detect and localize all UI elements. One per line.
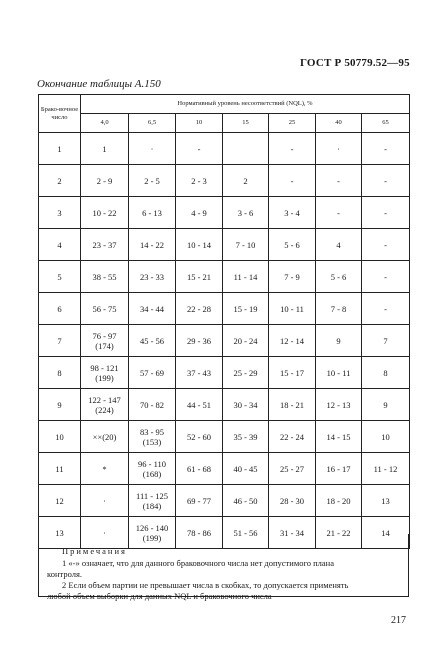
table-row xyxy=(39,421,410,453)
rejection-number-cell: 1 xyxy=(39,133,81,165)
sample-size-cell xyxy=(81,165,129,197)
sample-size-range: 6 - 13 xyxy=(142,207,162,218)
sample-size-range: - xyxy=(337,175,340,186)
sample-size-range: 20 - 24 xyxy=(233,335,258,346)
sample-size-cell xyxy=(223,389,269,421)
sample-size-range: 10 - 14 xyxy=(186,239,212,250)
sample-size-range: 10 - 22 xyxy=(92,207,117,218)
lot-size-limit: (168) xyxy=(142,468,162,479)
sample-size-range: 12 - 13 xyxy=(326,399,351,410)
sample-size-cell xyxy=(81,229,129,261)
sample-size-cell xyxy=(81,261,129,293)
sample-size-cell xyxy=(176,453,223,485)
sample-size-range: 2 - 5 xyxy=(144,175,160,186)
sample-size-range: 96 - 110 xyxy=(137,458,166,469)
table-row xyxy=(39,133,410,165)
sample-size-range: 14 - 15 xyxy=(326,431,351,442)
rejection-number-cell: 6 xyxy=(39,293,81,325)
sample-size-cell xyxy=(176,133,223,165)
sample-size-cell xyxy=(269,357,316,389)
sample-size-range: 57 - 69 xyxy=(139,367,165,378)
nql-column-header: 25 xyxy=(269,114,316,133)
sample-size-cell xyxy=(269,485,316,517)
sample-size-range: 15 - 21 xyxy=(186,271,212,282)
lot-size-limit: (184) xyxy=(142,500,162,511)
sample-size-cell xyxy=(176,485,223,517)
sample-size-cell xyxy=(176,165,223,197)
sample-size-cell xyxy=(223,197,269,229)
sample-size-range: 122 - 147 xyxy=(88,394,121,405)
sample-size-range: 44 - 51 xyxy=(186,399,212,410)
sample-size-range: 23 - 37 xyxy=(92,239,117,250)
sample-size-range: 28 - 30 xyxy=(279,495,305,506)
sample-size-range: - xyxy=(384,143,387,154)
sample-size-range: 14 - 22 xyxy=(139,239,165,250)
sample-size-range: 5 - 6 xyxy=(330,271,347,282)
sample-size-range: 38 - 55 xyxy=(92,271,117,282)
sample-size-cell xyxy=(269,325,316,357)
sample-size-cell xyxy=(223,133,269,165)
sample-size-cell xyxy=(362,293,410,325)
sample-size-range: 4 xyxy=(336,239,341,250)
sample-size-range: - xyxy=(384,271,387,282)
sample-size-range: 10 - 11 xyxy=(280,303,304,314)
sample-size-cell xyxy=(362,357,410,389)
sample-size-range: - xyxy=(384,239,387,250)
sample-size-cell xyxy=(176,421,223,453)
nql-column-header: 6,5 xyxy=(129,114,176,133)
sample-size-cell xyxy=(269,453,316,485)
sample-size-range: 56 - 75 xyxy=(92,303,117,314)
sample-size-cell xyxy=(269,261,316,293)
sample-size-range: 10 xyxy=(381,431,390,442)
sample-size-range: 69 - 77 xyxy=(186,495,212,506)
note-1-line-1: 1 «-» означает, что для данного браковочного числа нет допустимого плана xyxy=(62,558,334,568)
sample-size-range: 7 - 9 xyxy=(284,271,300,282)
nql-column-header: 4,0 xyxy=(81,114,129,133)
standard-code: ГОСТ Р 50779.52—95 xyxy=(300,57,410,69)
table-row xyxy=(39,325,410,357)
sample-size-range: 2 - 9 xyxy=(96,175,113,186)
sample-size-range: ××(20) xyxy=(92,431,117,442)
sample-size-cell xyxy=(316,389,362,421)
sample-size-range: 45 - 56 xyxy=(139,335,165,346)
sample-size-range: - xyxy=(384,175,387,186)
sample-size-cell xyxy=(176,325,223,357)
sample-size-cell xyxy=(176,389,223,421)
sample-size-cell xyxy=(129,357,176,389)
sample-size-range: 18 - 21 xyxy=(279,399,305,410)
sample-size-range: - xyxy=(337,207,340,218)
sample-size-cell xyxy=(223,485,269,517)
sample-size-cell xyxy=(223,325,269,357)
sample-size-range: 83 - 95 xyxy=(139,426,165,437)
nql-column-header: 40 xyxy=(316,114,362,133)
table-caption: Окончание таблицы А.150 xyxy=(37,78,161,90)
sample-size-range: 22 - 28 xyxy=(186,303,212,314)
rejection-number-cell: 9 xyxy=(39,389,81,421)
sample-size-cell xyxy=(269,229,316,261)
sample-size-cell xyxy=(316,453,362,485)
acceptance-table xyxy=(38,94,410,549)
sample-size-cell xyxy=(223,421,269,453)
sample-size-range: 15 - 19 xyxy=(233,303,258,314)
table-row xyxy=(39,229,410,261)
sample-size-range: 29 - 36 xyxy=(186,335,212,346)
sample-size-cell xyxy=(81,325,129,357)
table-row xyxy=(39,165,410,197)
sample-size-cell xyxy=(81,357,129,389)
sample-size-cell xyxy=(362,453,410,485)
sample-size-cell xyxy=(176,261,223,293)
sample-size-cell xyxy=(176,197,223,229)
sample-size-range: 1 xyxy=(102,143,107,154)
sample-size-range: 16 - 17 xyxy=(326,463,351,474)
sample-size-cell xyxy=(316,485,362,517)
rejection-number-cell: 11 xyxy=(39,453,81,485)
sample-size-cell xyxy=(81,197,129,229)
sample-size-range: 98 - 121 xyxy=(90,362,119,373)
sample-size-cell xyxy=(129,197,176,229)
sample-size-cell xyxy=(269,197,316,229)
sample-size-cell xyxy=(129,133,176,165)
page-number: 217 xyxy=(391,615,406,626)
sample-size-cell xyxy=(81,389,129,421)
nql-column-header: 15 xyxy=(223,114,269,133)
sample-size-range: 23 - 33 xyxy=(139,271,165,282)
sample-size-cell xyxy=(316,293,362,325)
sample-size-cell xyxy=(316,261,362,293)
sample-size-range: - xyxy=(384,303,387,314)
sample-size-cell xyxy=(129,325,176,357)
sample-size-cell xyxy=(362,229,410,261)
note-1-line-2: контроля. xyxy=(47,569,82,579)
table-row xyxy=(39,389,410,421)
rejection-number-cell: 12 xyxy=(39,485,81,517)
note-2 xyxy=(47,580,402,602)
sample-size-range: 30 - 34 xyxy=(233,399,258,410)
sample-size-range: 40 - 45 xyxy=(233,463,258,474)
rejection-number-header: Брако-вочное число xyxy=(39,95,81,133)
sample-size-cell xyxy=(129,421,176,453)
sample-size-range: 18 - 20 xyxy=(326,495,351,506)
sample-size-cell xyxy=(176,357,223,389)
sample-size-range: 3 - 6 xyxy=(237,207,254,218)
sample-size-range: 14 xyxy=(381,527,390,538)
rejection-number-cell: 8 xyxy=(39,357,81,389)
sample-size-range: 10 - 11 xyxy=(326,367,351,378)
table-row xyxy=(39,261,410,293)
sample-size-range: 37 - 43 xyxy=(186,367,212,378)
sample-size-range: 7 - 10 xyxy=(235,239,256,250)
sample-size-range: 7 - 8 xyxy=(330,303,347,314)
table-row xyxy=(39,293,410,325)
sample-size-range: 25 - 27 xyxy=(279,463,305,474)
sample-size-range: - xyxy=(197,143,201,154)
sample-size-range: 8 xyxy=(383,367,388,378)
sample-size-range: 61 - 68 xyxy=(186,463,212,474)
sample-size-cell xyxy=(362,389,410,421)
sample-size-range: 2 - 3 xyxy=(191,175,207,186)
sample-size-cell xyxy=(81,453,129,485)
table-row xyxy=(39,357,410,389)
table-row xyxy=(39,197,410,229)
lot-size-limit: (199) xyxy=(95,372,114,383)
sample-size-range: 9 xyxy=(383,399,388,410)
sample-size-range: * xyxy=(102,463,107,474)
sample-size-range: - xyxy=(384,207,387,218)
sample-size-cell xyxy=(316,325,362,357)
sample-size-cell xyxy=(269,133,316,165)
nql-group-header: Нормативный уровень несоответствий (NQL), % xyxy=(81,95,410,114)
sample-size-range: 7 xyxy=(383,335,388,346)
sample-size-cell xyxy=(316,165,362,197)
sample-size-range: 46 - 50 xyxy=(233,495,258,506)
sample-size-cell xyxy=(316,197,362,229)
rejection-number-cell: 5 xyxy=(39,261,81,293)
sample-size-cell xyxy=(223,261,269,293)
sample-size-range: 111 - 125 xyxy=(136,490,168,501)
sample-size-range: 51 - 56 xyxy=(233,527,258,538)
rejection-number-cell: 7 xyxy=(39,325,81,357)
sample-size-cell xyxy=(176,229,223,261)
sample-size-cell xyxy=(269,165,316,197)
lot-size-limit: (199) xyxy=(142,532,162,543)
sample-size-range: 34 - 44 xyxy=(139,303,165,314)
sample-size-cell xyxy=(362,197,410,229)
sample-size-range: 13 xyxy=(381,495,390,506)
sample-size-cell xyxy=(129,293,176,325)
sample-size-range: · xyxy=(103,527,106,538)
sample-size-cell xyxy=(362,325,410,357)
sample-size-cell xyxy=(362,261,410,293)
sample-size-range: 15 - 17 xyxy=(279,367,305,378)
sample-size-range: 78 - 86 xyxy=(186,527,212,538)
sample-size-range: 70 - 82 xyxy=(139,399,165,410)
sample-size-cell xyxy=(269,421,316,453)
sample-size-cell xyxy=(223,453,269,485)
sample-size-range: 21 - 22 xyxy=(326,527,351,538)
sample-size-cell xyxy=(316,229,362,261)
sample-size-cell xyxy=(362,421,410,453)
sample-size-range: 52 - 60 xyxy=(186,431,212,442)
note-2-line-2: любой объем выборки для данных NQL и браковочного числа xyxy=(47,591,272,601)
note-2-line-1: 2 Если объем партии не превышает числа в скобках, то допускается применять xyxy=(62,580,349,590)
sample-size-cell xyxy=(223,165,269,197)
notes-title: Примечания xyxy=(62,546,127,556)
lot-size-limit: (174) xyxy=(95,340,114,351)
sample-size-cell xyxy=(362,165,410,197)
sample-size-cell xyxy=(223,229,269,261)
sample-size-range: 22 - 24 xyxy=(279,431,305,442)
sample-size-cell xyxy=(269,389,316,421)
sample-size-range: · xyxy=(150,143,154,154)
lot-size-limit: (224) xyxy=(95,404,114,415)
rejection-number-cell: 2 xyxy=(39,165,81,197)
sample-size-cell xyxy=(316,421,362,453)
sample-size-range: 5 - 6 xyxy=(284,239,300,250)
sample-size-range: - xyxy=(290,175,294,186)
sample-size-cell xyxy=(223,293,269,325)
rejection-number-cell: 4 xyxy=(39,229,81,261)
table-row xyxy=(39,485,410,517)
sample-size-range: 76 - 97 xyxy=(92,330,117,341)
sample-size-cell xyxy=(81,133,129,165)
table-row xyxy=(39,453,410,485)
sample-size-cell xyxy=(129,261,176,293)
nql-column-header: 65 xyxy=(362,114,410,133)
sample-size-cell xyxy=(129,485,176,517)
sample-size-cell xyxy=(129,165,176,197)
sample-size-range: 12 - 14 xyxy=(279,335,305,346)
sample-size-cell xyxy=(316,133,362,165)
rejection-number-cell: 3 xyxy=(39,197,81,229)
sample-size-cell xyxy=(81,421,129,453)
sample-size-cell xyxy=(176,293,223,325)
nql-column-header: 10 xyxy=(176,114,223,133)
sample-size-cell xyxy=(223,357,269,389)
rejection-number-cell: 10 xyxy=(39,421,81,453)
sample-size-cell xyxy=(129,453,176,485)
sample-size-cell xyxy=(269,293,316,325)
sample-size-cell xyxy=(81,293,129,325)
rejection-number-cell: 13 xyxy=(39,517,81,549)
sample-size-cell xyxy=(129,389,176,421)
sample-size-cell xyxy=(129,229,176,261)
sample-size-range: 11 - 12 xyxy=(373,463,398,474)
sample-size-cell xyxy=(81,485,129,517)
sample-size-range: 25 - 29 xyxy=(233,367,258,378)
sample-size-range: · xyxy=(337,143,340,154)
sample-size-range: 35 - 39 xyxy=(233,431,258,442)
sample-size-cell xyxy=(362,133,410,165)
sample-size-range: 126 - 140 xyxy=(135,522,169,533)
sample-size-range: 4 - 9 xyxy=(191,207,207,218)
sample-size-cell xyxy=(316,357,362,389)
sample-size-range: - xyxy=(290,143,294,154)
sample-size-range: 31 - 34 xyxy=(279,527,305,538)
sample-size-range: 11 - 14 xyxy=(233,271,258,282)
sample-size-range: 9 xyxy=(336,335,341,346)
sample-size-range: 2 xyxy=(243,175,248,186)
sample-size-range: · xyxy=(103,495,106,506)
sample-size-range: 3 - 4 xyxy=(284,207,300,218)
note-1 xyxy=(47,558,402,580)
sample-size-cell xyxy=(362,485,410,517)
lot-size-limit: (153) xyxy=(142,436,162,447)
